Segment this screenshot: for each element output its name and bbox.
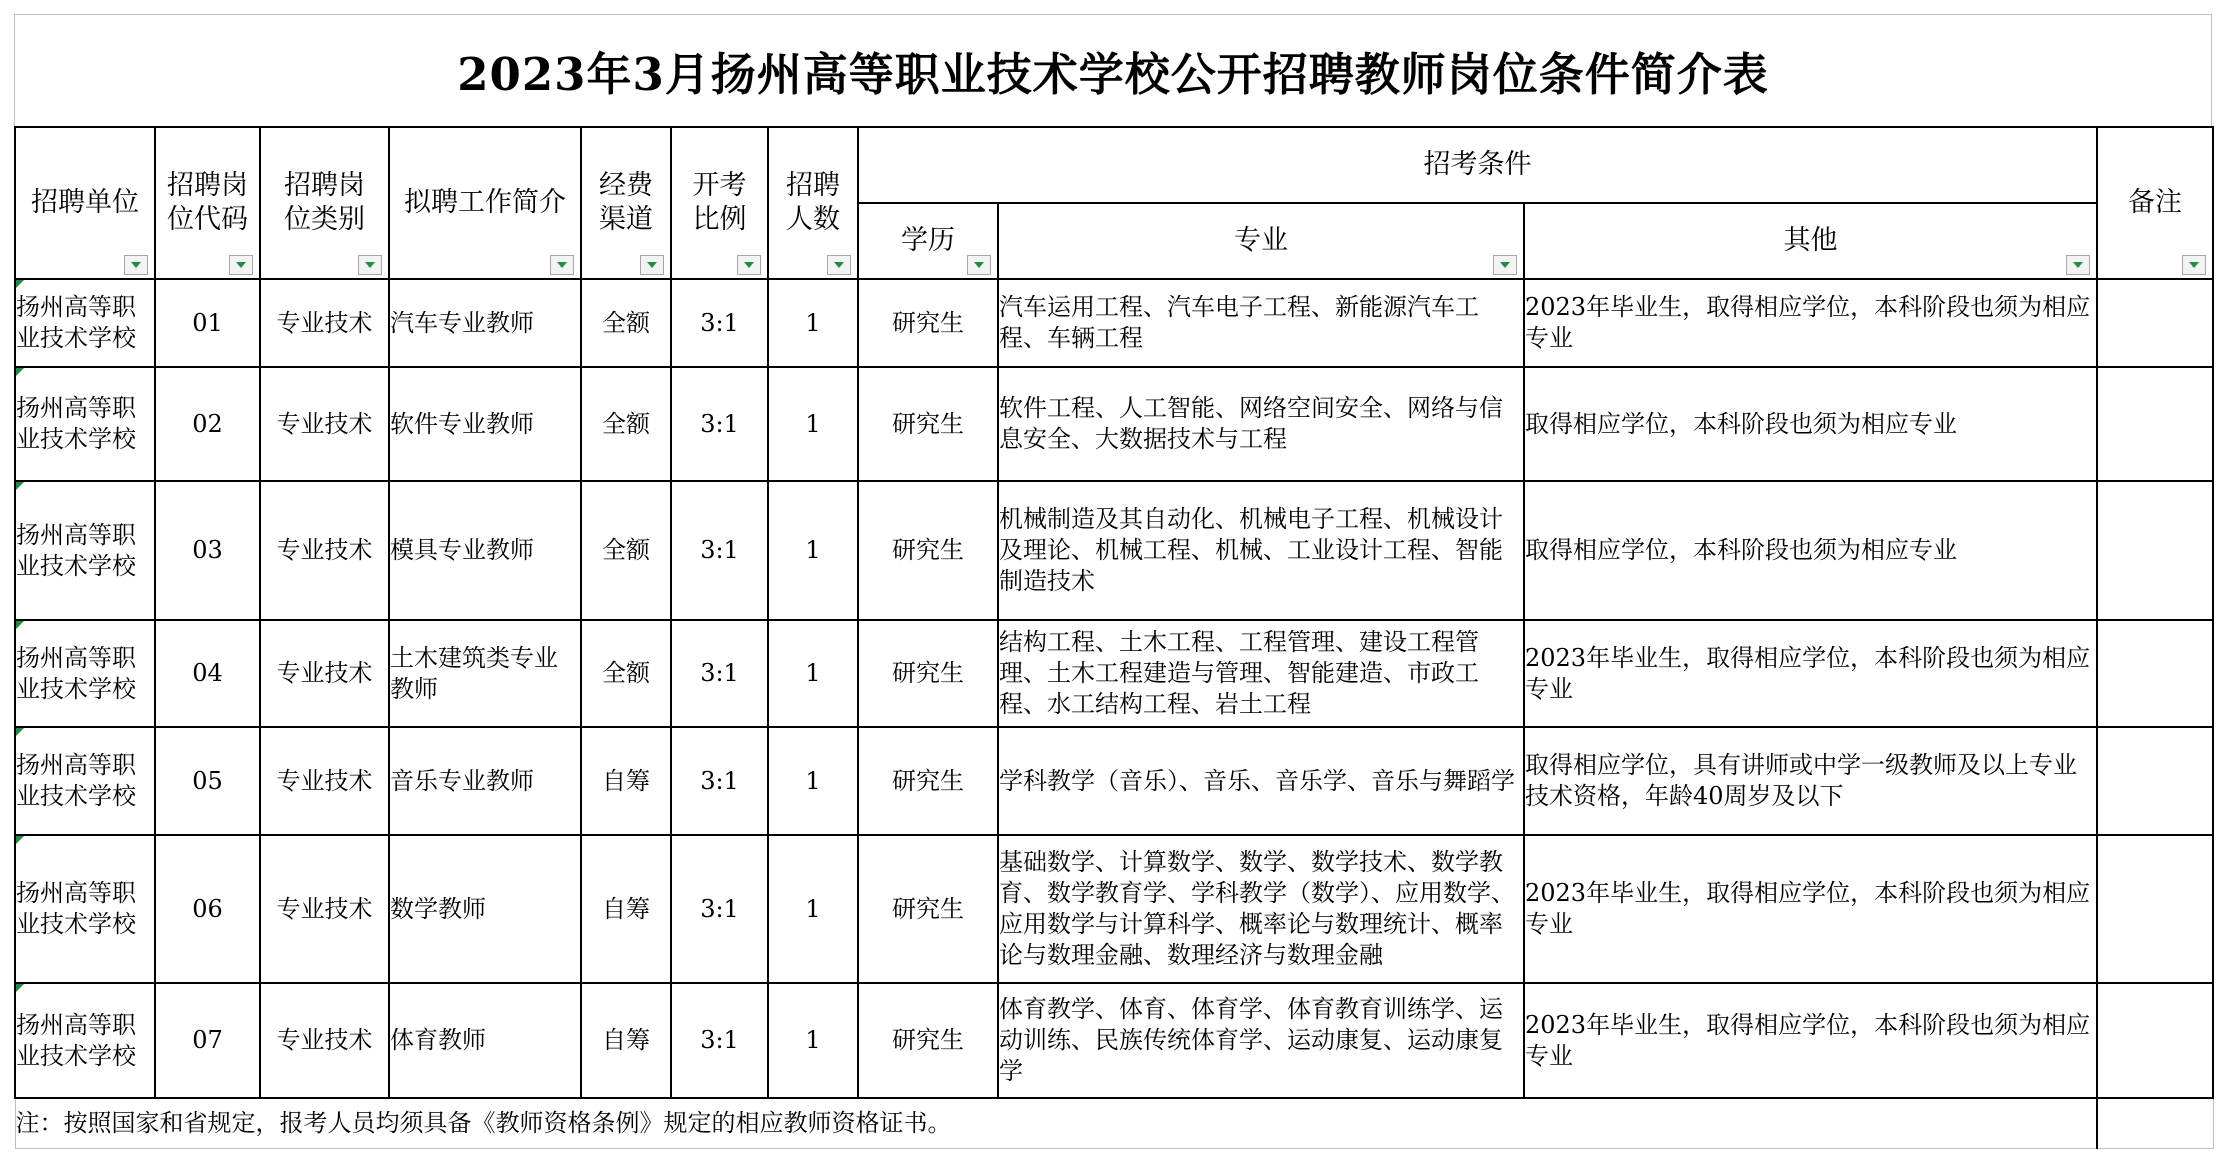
cell-remark[interactable] — [2097, 983, 2213, 1098]
cell-code[interactable]: 02 — [155, 367, 260, 481]
header-unit-label: 招聘单位 — [31, 187, 139, 218]
cell-code[interactable]: 01 — [155, 279, 260, 367]
cell-other[interactable]: 2023年毕业生，取得相应学位，本科阶段也须为相应专业 — [1524, 835, 2097, 983]
cell-intro[interactable]: 土木建筑类专业教师 — [389, 620, 581, 727]
cell-funding[interactable]: 全额 — [581, 279, 671, 367]
cell-ratio[interactable]: 3:1 — [671, 835, 768, 983]
header-remark — [2097, 127, 2213, 279]
cell-other[interactable]: 2023年毕业生，取得相应学位，本科阶段也须为相应专业 — [1524, 983, 2097, 1098]
header-intro-label: 拟聘工作简介 — [404, 187, 566, 218]
cell-count[interactable]: 1 — [768, 367, 858, 481]
header-unit — [15, 127, 155, 279]
table-row — [15, 727, 2213, 835]
recruitment-table — [14, 126, 2214, 1149]
footnote[interactable]: 注：按照国家和省规定，报考人员均须具备《教师资格条例》规定的相应教师资格证书。 — [15, 1098, 2097, 1148]
cell-category[interactable]: 专业技术 — [260, 620, 389, 727]
filter-dropdown-icon[interactable] — [737, 255, 761, 275]
cell-other[interactable]: 2023年毕业生，取得相应学位，本科阶段也须为相应专业 — [1524, 279, 2097, 367]
cell-major[interactable]: 汽车运用工程、汽车电子工程、新能源汽车工程、车辆工程 — [998, 279, 1524, 367]
cell-funding[interactable]: 自筹 — [581, 727, 671, 835]
cell-count[interactable]: 1 — [768, 835, 858, 983]
cell-remark[interactable] — [2097, 727, 2213, 835]
cell-intro[interactable]: 模具专业教师 — [389, 481, 581, 620]
cell-intro[interactable]: 体育教师 — [389, 983, 581, 1098]
table-row — [15, 835, 2213, 983]
header-conditions-label: 招考条件 — [1423, 149, 1532, 180]
cell-count[interactable]: 1 — [768, 983, 858, 1098]
cell-count[interactable]: 1 — [768, 481, 858, 620]
cell-unit[interactable]: 扬州高等职业技术学校 — [15, 620, 155, 727]
filter-dropdown-icon[interactable] — [358, 255, 382, 275]
cell-major[interactable]: 体育教学、体育、体育学、体育教育训练学、运动训练、民族传统体育学、运动康复、运动康复学 — [998, 983, 1524, 1098]
cell-category[interactable]: 专业技术 — [260, 279, 389, 367]
header-intro — [389, 127, 581, 279]
filter-dropdown-icon[interactable] — [640, 255, 664, 275]
table-row — [15, 279, 2213, 367]
cell-education[interactable]: 研究生 — [858, 367, 998, 481]
cell-major[interactable]: 基础数学、计算数学、数学、数学技术、数学教育、数学教育学、学科教学（数学）、应用数学、应用数学与计算科学、概率论与数理统计、概率论与数理金融、数理经济与数理金融 — [998, 835, 1524, 983]
header-category — [260, 127, 389, 279]
header-other — [1524, 203, 2097, 279]
cell-remark[interactable] — [2097, 835, 2213, 983]
cell-ratio[interactable]: 3:1 — [671, 481, 768, 620]
footnote-blank-cell[interactable] — [2097, 1098, 2213, 1148]
header-other-label: 其他 — [1783, 225, 1838, 256]
header-education — [858, 203, 998, 279]
table-row — [15, 620, 2213, 727]
cell-count[interactable]: 1 — [768, 727, 858, 835]
filter-dropdown-icon[interactable] — [124, 255, 148, 275]
cell-ratio[interactable]: 3:1 — [671, 279, 768, 367]
header-count — [768, 127, 858, 279]
cell-code[interactable]: 05 — [155, 727, 260, 835]
cell-code[interactable]: 06 — [155, 835, 260, 983]
header-ratio-label: 开考比例 — [692, 170, 747, 235]
cell-remark[interactable] — [2097, 620, 2213, 727]
filter-dropdown-icon[interactable] — [2066, 255, 2090, 275]
cell-unit[interactable]: 扬州高等职业技术学校 — [15, 835, 155, 983]
cell-other[interactable]: 取得相应学位，具有讲师或中学一级教师及以上专业技术资格，年龄40周岁及以下 — [1524, 727, 2097, 835]
cell-major[interactable]: 学科教学（音乐）、音乐、音乐学、音乐与舞蹈学 — [998, 727, 1524, 835]
cell-funding[interactable]: 全额 — [581, 367, 671, 481]
header-major-label: 专业 — [1234, 225, 1288, 256]
cell-code[interactable]: 03 — [155, 481, 260, 620]
cell-ratio[interactable]: 3:1 — [671, 727, 768, 835]
header-major — [998, 203, 1524, 279]
header-code-label: 招聘岗位代码 — [167, 170, 248, 235]
filter-dropdown-icon[interactable] — [2182, 255, 2206, 275]
cell-remark[interactable] — [2097, 367, 2213, 481]
cell-ratio[interactable]: 3:1 — [671, 983, 768, 1098]
cell-count[interactable]: 1 — [768, 620, 858, 727]
cell-unit[interactable]: 扬州高等职业技术学校 — [15, 727, 155, 835]
cell-funding[interactable]: 自筹 — [581, 835, 671, 983]
header-remark-label: 备注 — [2128, 187, 2183, 218]
cell-major[interactable]: 软件工程、人工智能、网络空间安全、网络与信息安全、大数据技术与工程 — [998, 367, 1524, 481]
cell-count[interactable]: 1 — [768, 279, 858, 367]
cell-unit[interactable]: 扬州高等职业技术学校 — [15, 983, 155, 1098]
cell-ratio[interactable]: 3:1 — [671, 620, 768, 727]
filter-dropdown-icon[interactable] — [229, 255, 253, 275]
cell-other[interactable]: 2023年毕业生，取得相应学位，本科阶段也须为相应专业 — [1524, 620, 2097, 727]
header-funding — [581, 127, 671, 279]
cell-other[interactable]: 取得相应学位，本科阶段也须为相应专业 — [1524, 367, 2097, 481]
sheet-title: 2023年3月扬州高等职业技术学校公开招聘教师岗位条件简介表 — [14, 14, 2212, 126]
cell-category[interactable]: 专业技术 — [260, 481, 389, 620]
cell-code[interactable]: 04 — [155, 620, 260, 727]
table-header — [15, 127, 2213, 279]
cell-ratio[interactable]: 3:1 — [671, 367, 768, 481]
table-row — [15, 481, 2213, 620]
cell-unit[interactable]: 扬州高等职业技术学校 — [15, 279, 155, 367]
cell-category[interactable]: 专业技术 — [260, 983, 389, 1098]
table-row — [15, 983, 2213, 1098]
cell-intro[interactable]: 音乐专业教师 — [389, 727, 581, 835]
cell-category[interactable]: 专业技术 — [260, 367, 389, 481]
header-ratio — [671, 127, 768, 279]
cell-remark[interactable] — [2097, 481, 2213, 620]
header-code — [155, 127, 260, 279]
note-row — [15, 1098, 2213, 1148]
cell-funding[interactable]: 自筹 — [581, 983, 671, 1098]
cell-category[interactable]: 专业技术 — [260, 727, 389, 835]
cell-education[interactable]: 研究生 — [858, 481, 998, 620]
cell-education[interactable]: 研究生 — [858, 727, 998, 835]
cell-major[interactable]: 机械制造及其自动化、机械电子工程、机械设计及理论、机械工程、机械、工业设计工程、智能制造技术 — [998, 481, 1524, 620]
header-conditions — [858, 127, 2097, 203]
filter-dropdown-icon[interactable] — [827, 255, 851, 275]
cell-funding[interactable]: 全额 — [581, 481, 671, 620]
filter-dropdown-icon[interactable] — [1493, 255, 1517, 275]
cell-code[interactable]: 07 — [155, 983, 260, 1098]
cell-education[interactable]: 研究生 — [858, 835, 998, 983]
cell-major[interactable]: 结构工程、土木工程、工程管理、建设工程管理、土木工程建造与管理、智能建造、市政工程、水工结构工程、岩土工程 — [998, 620, 1524, 727]
filter-dropdown-icon[interactable] — [967, 255, 991, 275]
cell-unit[interactable]: 扬州高等职业技术学校 — [15, 481, 155, 620]
header-funding-label: 经费渠道 — [599, 170, 653, 235]
cell-education[interactable]: 研究生 — [858, 620, 998, 727]
filter-dropdown-icon[interactable] — [550, 255, 574, 275]
header-count-label: 招聘人数 — [786, 170, 840, 235]
cell-other[interactable]: 取得相应学位，本科阶段也须为相应专业 — [1524, 481, 2097, 620]
cell-remark[interactable] — [2097, 279, 2213, 367]
cell-education[interactable]: 研究生 — [858, 983, 998, 1098]
header-education-label: 学历 — [901, 225, 955, 256]
cell-education[interactable]: 研究生 — [858, 279, 998, 367]
cell-intro[interactable]: 数学教师 — [389, 835, 581, 983]
header-category-label: 招聘岗位类别 — [284, 170, 365, 235]
table-row — [15, 367, 2213, 481]
cell-intro[interactable]: 汽车专业教师 — [389, 279, 581, 367]
cell-intro[interactable]: 软件专业教师 — [389, 367, 581, 481]
cell-category[interactable]: 专业技术 — [260, 835, 389, 983]
cell-unit[interactable]: 扬州高等职业技术学校 — [15, 367, 155, 481]
cell-funding[interactable]: 全额 — [581, 620, 671, 727]
